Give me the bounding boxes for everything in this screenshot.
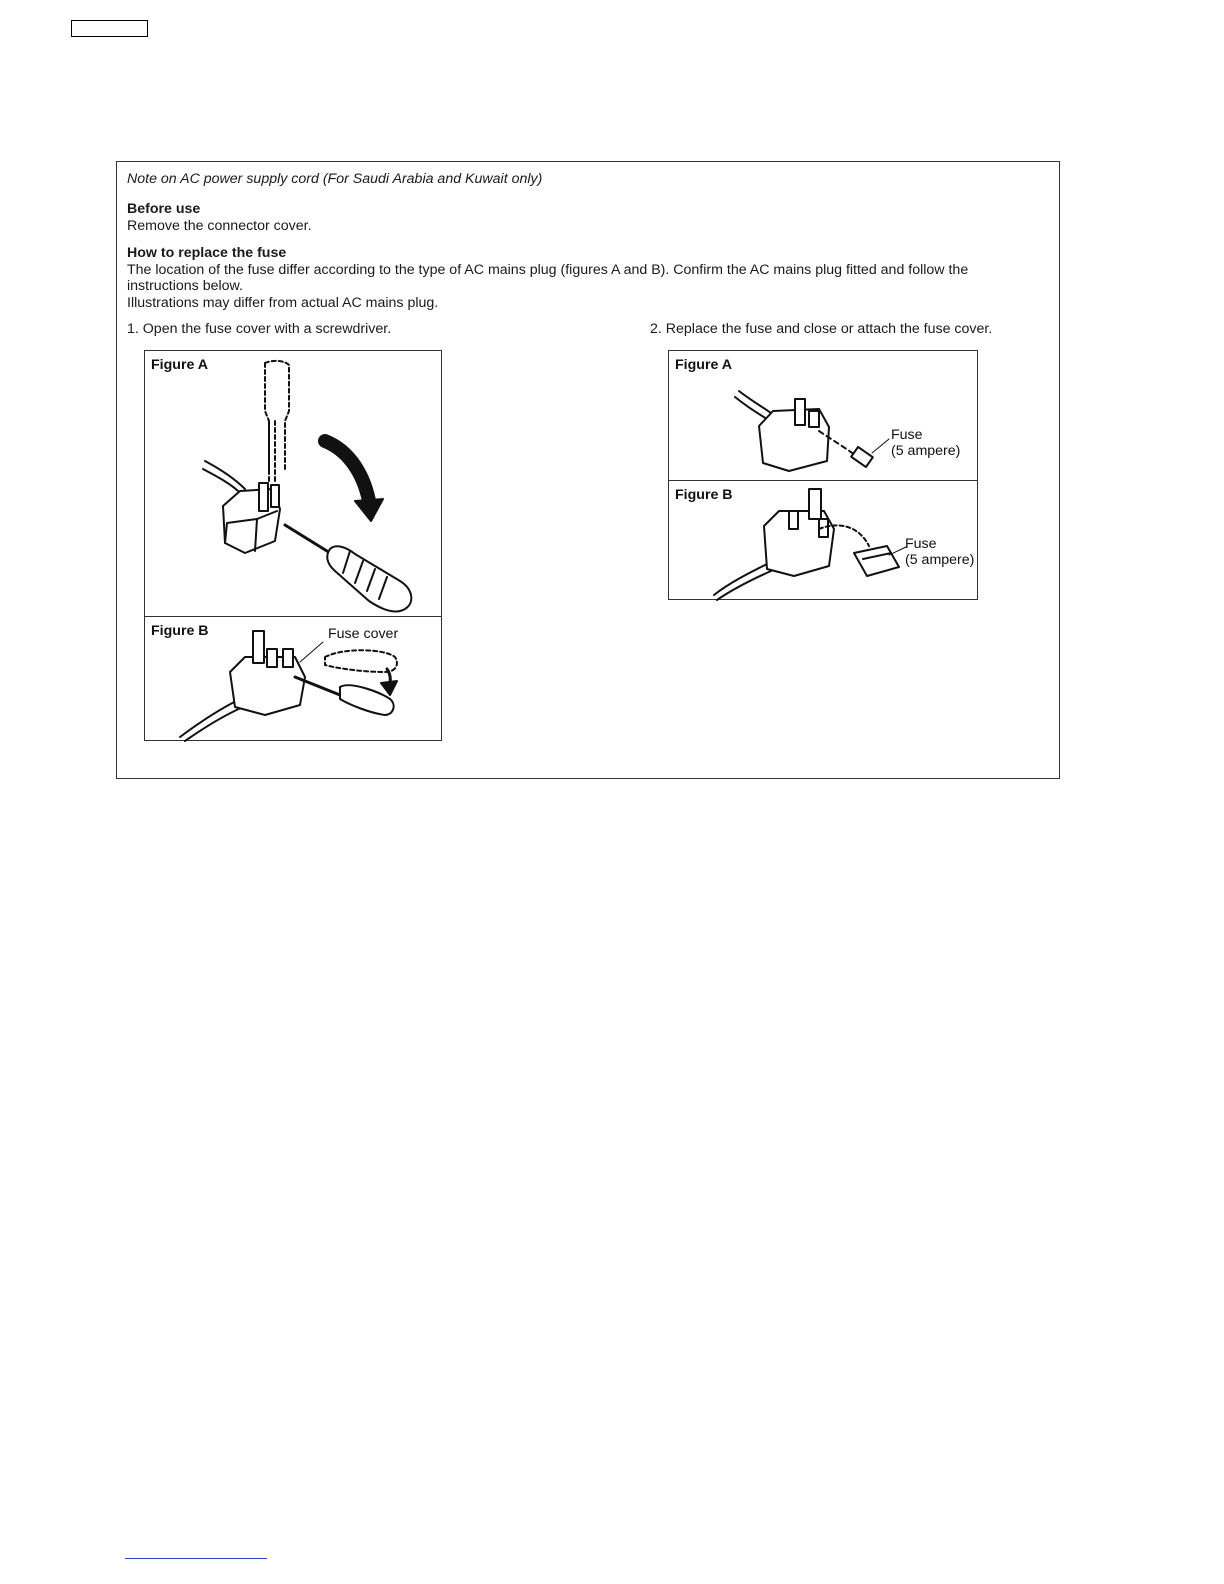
fuse-rating-callout-a: (5 ampere) (891, 443, 961, 459)
replace-fuse-heading: How to replace the fuse (127, 245, 287, 261)
step-1-instruction: 1. Open the fuse cover with a screwdriver. (127, 321, 392, 337)
fuse-callout-a: Fuse (891, 427, 923, 443)
step2-figure-a (668, 350, 978, 481)
step1-figure-b (144, 616, 442, 741)
step1-figure-b-label: Figure B (151, 623, 209, 639)
step2-figure-b-label: Figure B (675, 487, 733, 503)
step-2-instruction: 2. Replace the fuse and close or attach the fuse cover. (650, 321, 993, 337)
note-title: Note on AC power supply cord (For Saudi Arabia and Kuwait only) (127, 171, 543, 187)
fuse-cover-callout: Fuse cover (328, 626, 399, 642)
fuse-callout-b: Fuse (905, 536, 937, 552)
replace-fuse-text-line-1: The location of the fuse differ according to the type of AC mains plug (figures A and B). Confirm the AC mains plug fitted and follow the (127, 262, 969, 278)
header-tab-box (71, 20, 148, 37)
step2-figure-b (668, 480, 978, 600)
footer-link-rule (125, 1558, 267, 1559)
replace-fuse-text-line-2: instructions below. (127, 278, 243, 294)
plug-screwdriver-illustration (145, 351, 443, 618)
step1-figure-a (144, 350, 442, 617)
fuse-rating-callout-b: (5 ampere) (905, 552, 975, 568)
before-use-text: Remove the connector cover. (127, 218, 312, 234)
replace-fuse-text-line-3: Illustrations may differ from actual AC mains plug. (127, 295, 439, 311)
before-use-heading: Before use (127, 201, 201, 217)
step2-figure-a-label: Figure A (675, 357, 733, 373)
step1-figure-a-label: Figure A (151, 357, 209, 373)
